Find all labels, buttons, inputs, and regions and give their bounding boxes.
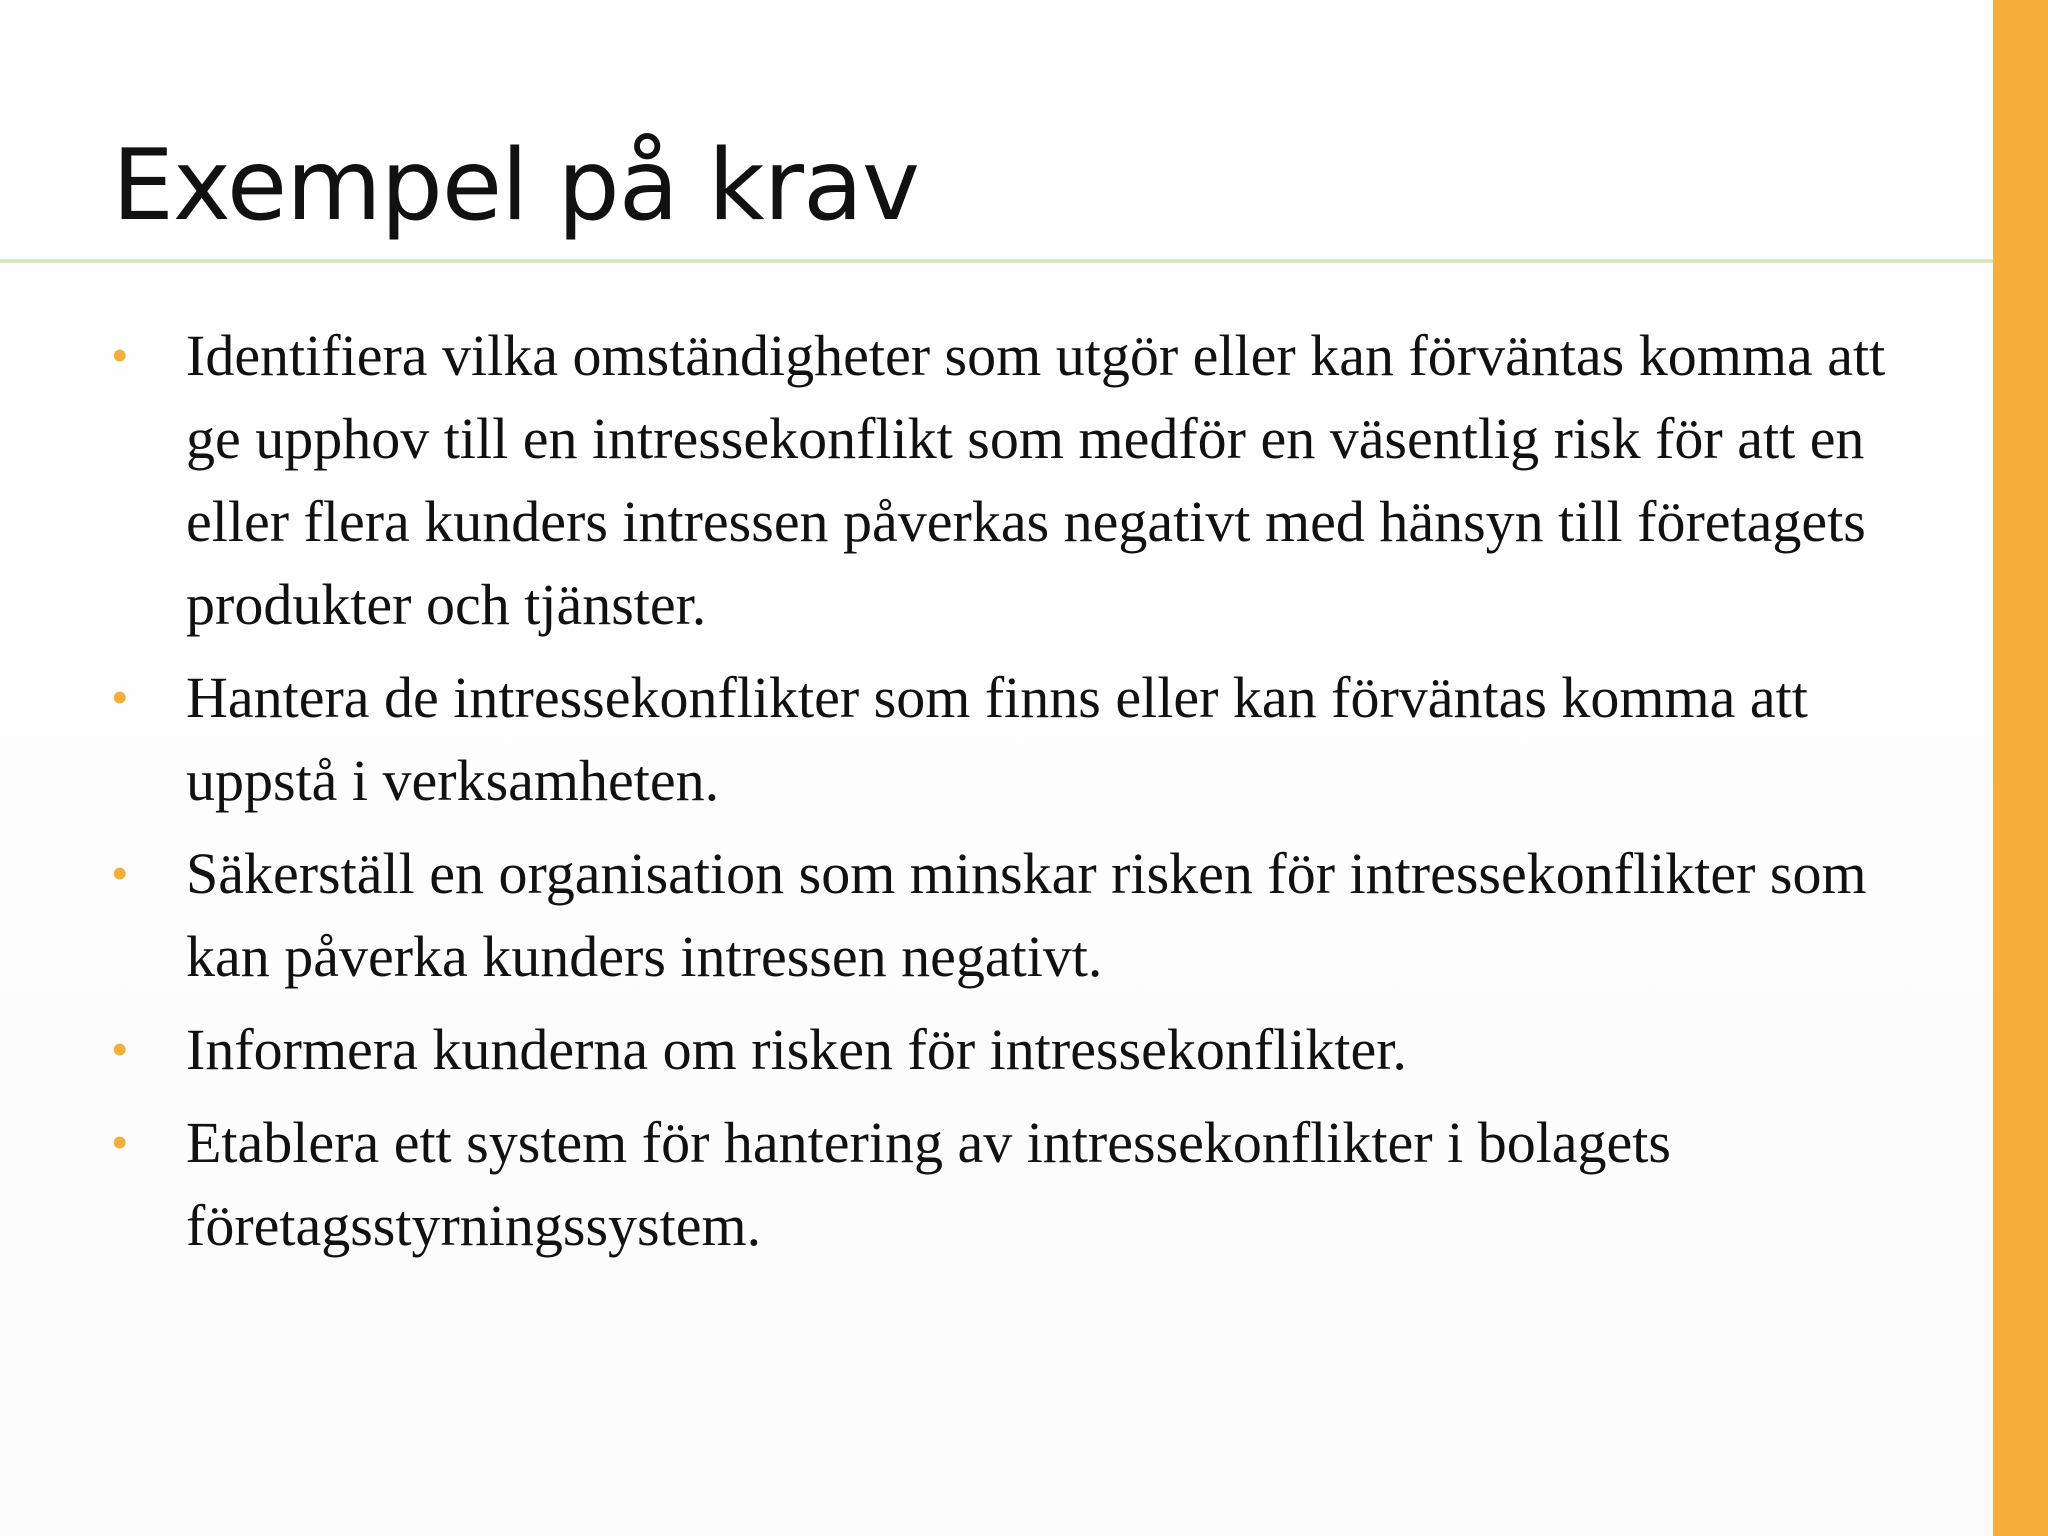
bullet-item [112, 656, 1892, 822]
bullet-text: Identifiera vilka omständigheter som utgör eller kan förväntas komma att ge upphov till en intressekonflikt som medför en väsentlig risk för att en eller flera kunders intressen påverkas negativt med hänsyn till företagets produkter och tjänster. [186, 323, 1886, 637]
bullet-dot-icon: • [112, 1025, 128, 1074]
bullet-text: Säkerställ en organisation som minskar risken för intressekonflikter som kan påverka kunders intressen negativt. [186, 841, 1867, 989]
bullet-dot-icon: • [112, 849, 128, 898]
bullet-text: Hantera de intressekonflikter som finns eller kan förväntas komma att uppstå i verksamheten. [186, 665, 1808, 813]
bullet-item [112, 832, 1892, 998]
bullet-list [112, 314, 1892, 1277]
accent-bar [1993, 0, 2048, 1536]
title-divider [0, 259, 1993, 263]
bullet-text: Informera kunderna om risken för intressekonflikter. [186, 1017, 1407, 1082]
bullet-text: Etablera ett system för hantering av intressekonflikter i bolagets företagsstyrningssystem. [186, 1110, 1671, 1258]
bullet-item [112, 1008, 1892, 1091]
bullet-item [112, 1101, 1892, 1267]
slide-title: Exempel på krav [112, 129, 920, 243]
bullet-item [112, 314, 1892, 646]
bullet-dot-icon: • [112, 673, 128, 722]
bullet-dot-icon: • [112, 1118, 128, 1167]
bullet-dot-icon: • [112, 331, 128, 380]
